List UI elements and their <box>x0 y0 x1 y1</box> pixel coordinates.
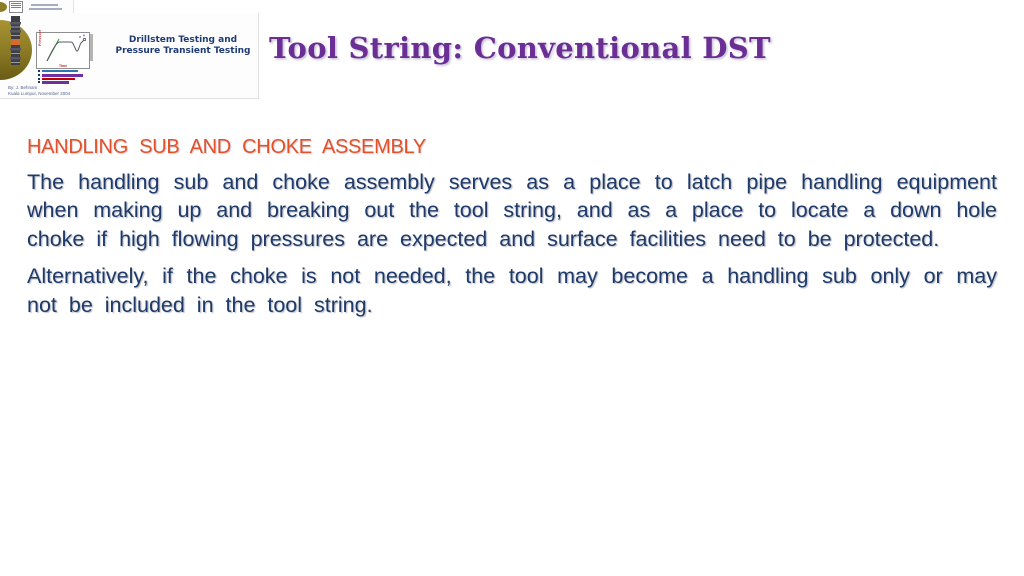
chart-pressure-label: Pressure <box>38 29 42 46</box>
chart-time-label: Time <box>58 64 68 68</box>
paragraph-line: Alternatively, if the choke is not needed, the tool may become a handling sub only or may <box>27 264 997 289</box>
deck-cover-thumbnail <box>0 13 259 99</box>
author-line1: By: J. Behnam <box>8 85 38 90</box>
tool-string-graphic <box>0 16 34 82</box>
deck-mini-thumbnail <box>0 0 74 14</box>
cover-chart-mini <box>9 1 23 13</box>
mini-title-smudge <box>29 8 62 10</box>
section-heading: HANDLING SUB AND CHOKE ASSEMBLY <box>27 136 426 158</box>
body-text <box>27 168 997 319</box>
author-line2: Kuala Lumpur, November 2004 <box>8 90 71 96</box>
paragraph-1 <box>27 168 997 253</box>
deck-title-line1: Drillstem Testing and <box>128 35 238 45</box>
image-edge-bar <box>90 34 93 61</box>
paragraph-line: when making up and breaking out the tool string, and as a place to locate a down hole <box>27 198 997 223</box>
cover-art-mini <box>0 2 7 12</box>
paragraph-line: choke if high flowing pressures are expected and surface facilities need to be protected. <box>27 226 940 251</box>
paragraph-line: The handling sub and choke assembly serves as a place to latch pipe handling equipment <box>27 170 997 194</box>
slide-title: Tool String: Conventional DST <box>269 31 771 65</box>
chart-curves <box>38 33 88 66</box>
paragraph-line: not be included in the tool string. <box>27 292 373 317</box>
mini-title-smudge <box>31 4 58 6</box>
pressure-time-chart <box>36 29 90 69</box>
paragraph-2 <box>27 262 997 319</box>
deck-title <box>112 35 254 57</box>
deck-title-line2: Pressure Transient Testing <box>115 46 251 56</box>
author-credit <box>8 85 70 96</box>
